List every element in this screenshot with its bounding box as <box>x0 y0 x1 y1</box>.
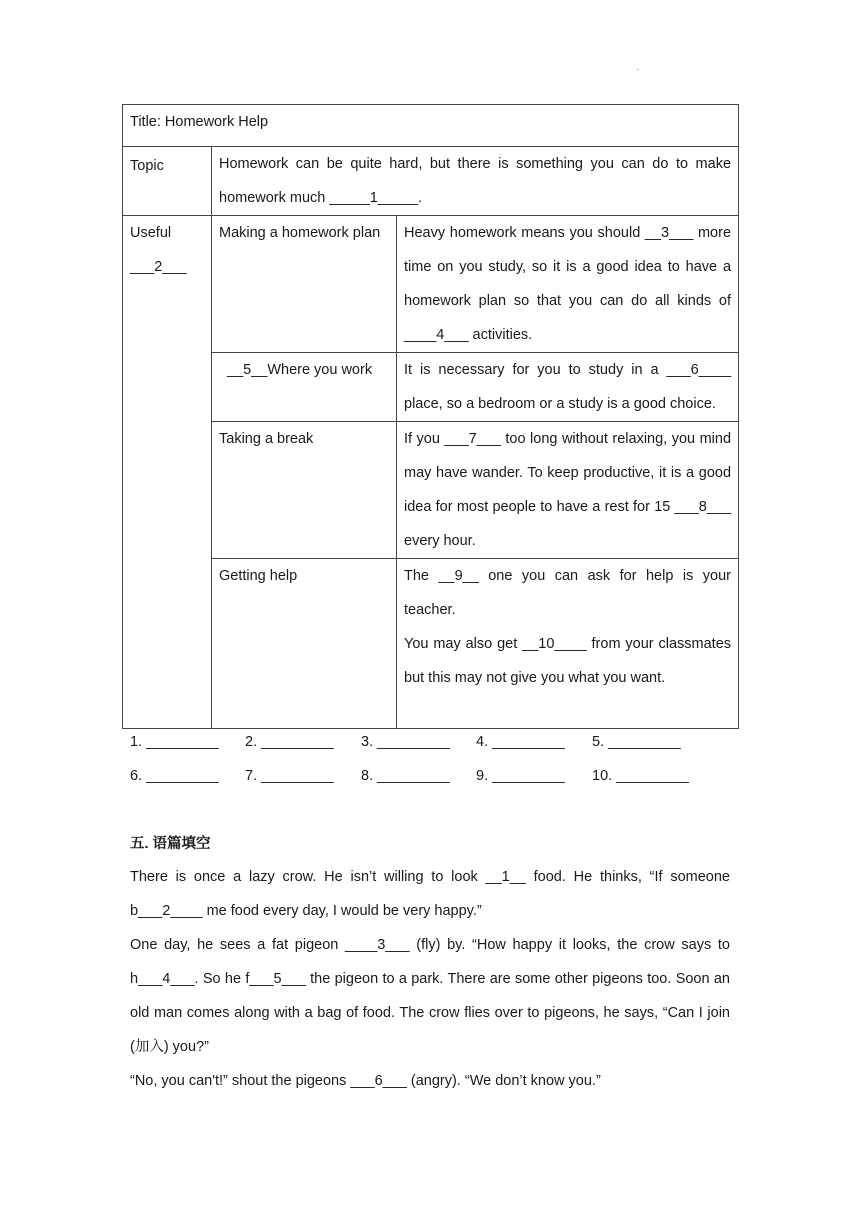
answer-blank[interactable]: 1. _________ <box>130 734 219 750</box>
cloze-passage <box>130 860 730 1098</box>
page-mark: · <box>636 64 640 75</box>
row-text: It is necessary for you to study in a ___6____ place, so a bedroom or a study is a good choice. <box>397 353 739 422</box>
row-text: The __9__ one you can ask for help is your teacher. <box>404 568 732 618</box>
answer-blank[interactable]: 4. _________ <box>476 734 565 750</box>
row-heading: Making a homework plan <box>212 216 397 353</box>
row-text-continued: You may also get __10____ from your classmates but this may not give you what you want. <box>404 636 732 686</box>
passage-paragraph: One day, he sees a fat pigeon ____3___ (fly) by. “How happy it looks, the crow says to h___4___. So he f___5___ the pigeon to a park. There are some other pigeons too. Soon an old man comes along with a bag of food. The crow flies over to pigeons, he says, “Can I join (加入) you?” <box>130 937 730 1055</box>
answer-blank[interactable]: 3. _________ <box>361 734 450 750</box>
topic-label: Topic <box>123 147 212 216</box>
row-heading: __5__Where you work <box>212 353 397 422</box>
useful-label: Useful <box>130 225 172 241</box>
row-text: If you ___7___ too long without relaxing, you mind may have wander. To keep productive, it is a good idea for most people to have a rest for 15 ___8___ every hour. <box>397 422 739 559</box>
passage-paragraph: There is once a lazy crow. He isn’t willing to look __1__ food. He thinks, “If someone b___2____ me food every day, I would be very happy.” <box>130 869 730 919</box>
answer-blank[interactable]: 7. _________ <box>245 768 334 784</box>
topic-text: Homework can be quite hard, but there is something you can do to make homework much _____1_____. <box>212 147 739 216</box>
useful-blank: ___2___ <box>130 259 187 275</box>
answer-blank[interactable]: 9. _________ <box>476 768 565 784</box>
answer-blank[interactable]: 8. _________ <box>361 768 450 784</box>
passage-paragraph: “No, you can't!” shout the pigeons ___6___ (angry). “We don’t know you.” <box>130 1073 601 1089</box>
answer-blank[interactable]: 10. _________ <box>592 768 689 784</box>
answer-blank[interactable]: 2. _________ <box>245 734 334 750</box>
answer-blank[interactable]: 6. _________ <box>130 768 219 784</box>
row-heading: Taking a break <box>212 422 397 559</box>
useful-label-cell <box>123 216 212 729</box>
answer-blank[interactable]: 5. _________ <box>592 734 681 750</box>
row-heading: Getting help <box>212 559 397 729</box>
row-text-cell <box>397 559 739 729</box>
row-text: Heavy homework means you should __3___ more time on you study, so it is a good idea to have a homework plan so that you can do all kinds of ____4___ activities. <box>397 216 739 353</box>
table-title: Title: Homework Help <box>123 105 739 147</box>
section-title: 五. 语篇填空 <box>130 836 211 852</box>
homework-help-table <box>122 104 739 729</box>
